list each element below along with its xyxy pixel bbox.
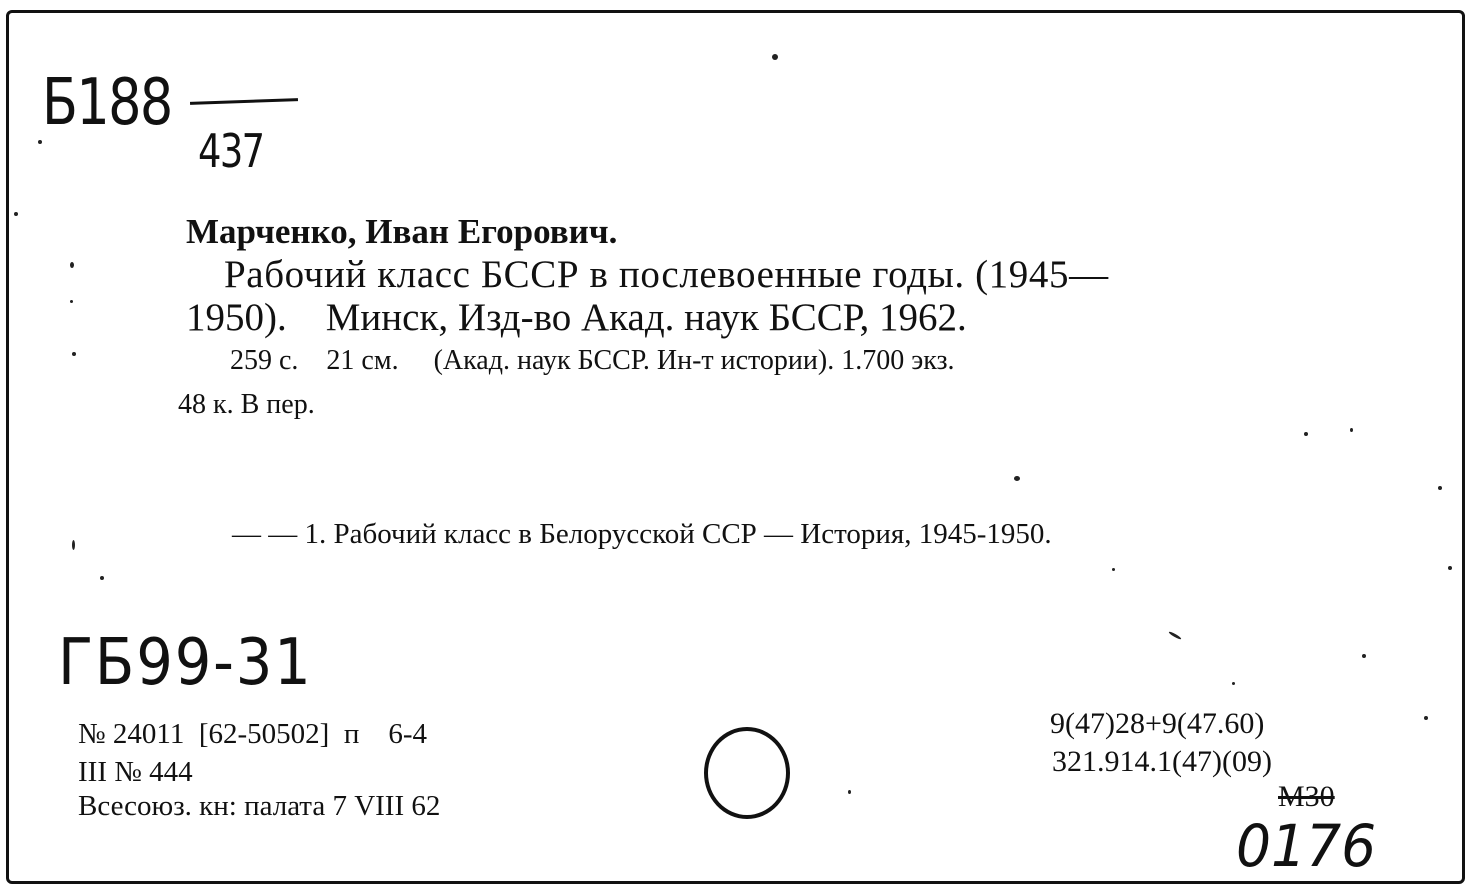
order-number-line: III № 444: [78, 756, 193, 788]
title-line-2: 1950). Минск, Изд-во Акад. наук БССР, 1962.: [186, 296, 967, 339]
card-number-line: № 24011 [62-50502] п 6-4: [78, 718, 427, 750]
call-number-bottom: 437: [198, 124, 264, 178]
scan-speck: [1424, 716, 1428, 720]
punch-hole-circle: [704, 727, 790, 819]
scan-speck: [70, 300, 73, 303]
scan-speck: [1014, 476, 1020, 481]
subject-tracing: — — 1. Рабочий класс в Белорусской ССР — История, 1945-1950.: [232, 518, 1052, 550]
scan-speck: [772, 54, 778, 60]
scan-speck: [70, 262, 74, 268]
title-line-1: Рабочий класс БССР в послевоенные годы. (1945—: [224, 253, 1109, 296]
call-number-top: Б188: [42, 66, 172, 140]
scan-speck: [100, 576, 104, 580]
physical-description-line-1: 259 с. 21 см. (Акад. наук БССР. Ин-т истории). 1.700 экз.: [230, 345, 955, 376]
physical-description-line-2: 48 к. В пер.: [178, 389, 315, 420]
publisher-chamber-line: Всесоюз. кн: палата 7 VIII 62: [78, 790, 441, 822]
handwritten-shelf-code: ГБ99-31: [58, 626, 313, 700]
scan-speck: [1112, 568, 1115, 571]
scan-speck: [848, 790, 851, 794]
scan-speck: [72, 540, 75, 550]
handwritten-inventory-number: 0176: [1236, 812, 1377, 880]
author-mark: М30: [1278, 780, 1335, 813]
scan-speck: [1304, 432, 1308, 436]
scan-speck: [1362, 654, 1366, 658]
classification-line-2: 321.914.1(47)(09): [1052, 745, 1272, 778]
scan-speck: [72, 352, 76, 356]
scan-speck: [1350, 428, 1353, 432]
scan-speck: [14, 212, 18, 216]
author-heading: Марченко, Иван Егорович.: [186, 212, 618, 251]
scan-speck: [38, 140, 42, 144]
scan-speck: [1448, 566, 1452, 570]
classification-line-1: 9(47)28+9(47.60): [1050, 707, 1265, 740]
scan-speck: [1438, 486, 1442, 490]
scan-speck: [1232, 682, 1235, 685]
